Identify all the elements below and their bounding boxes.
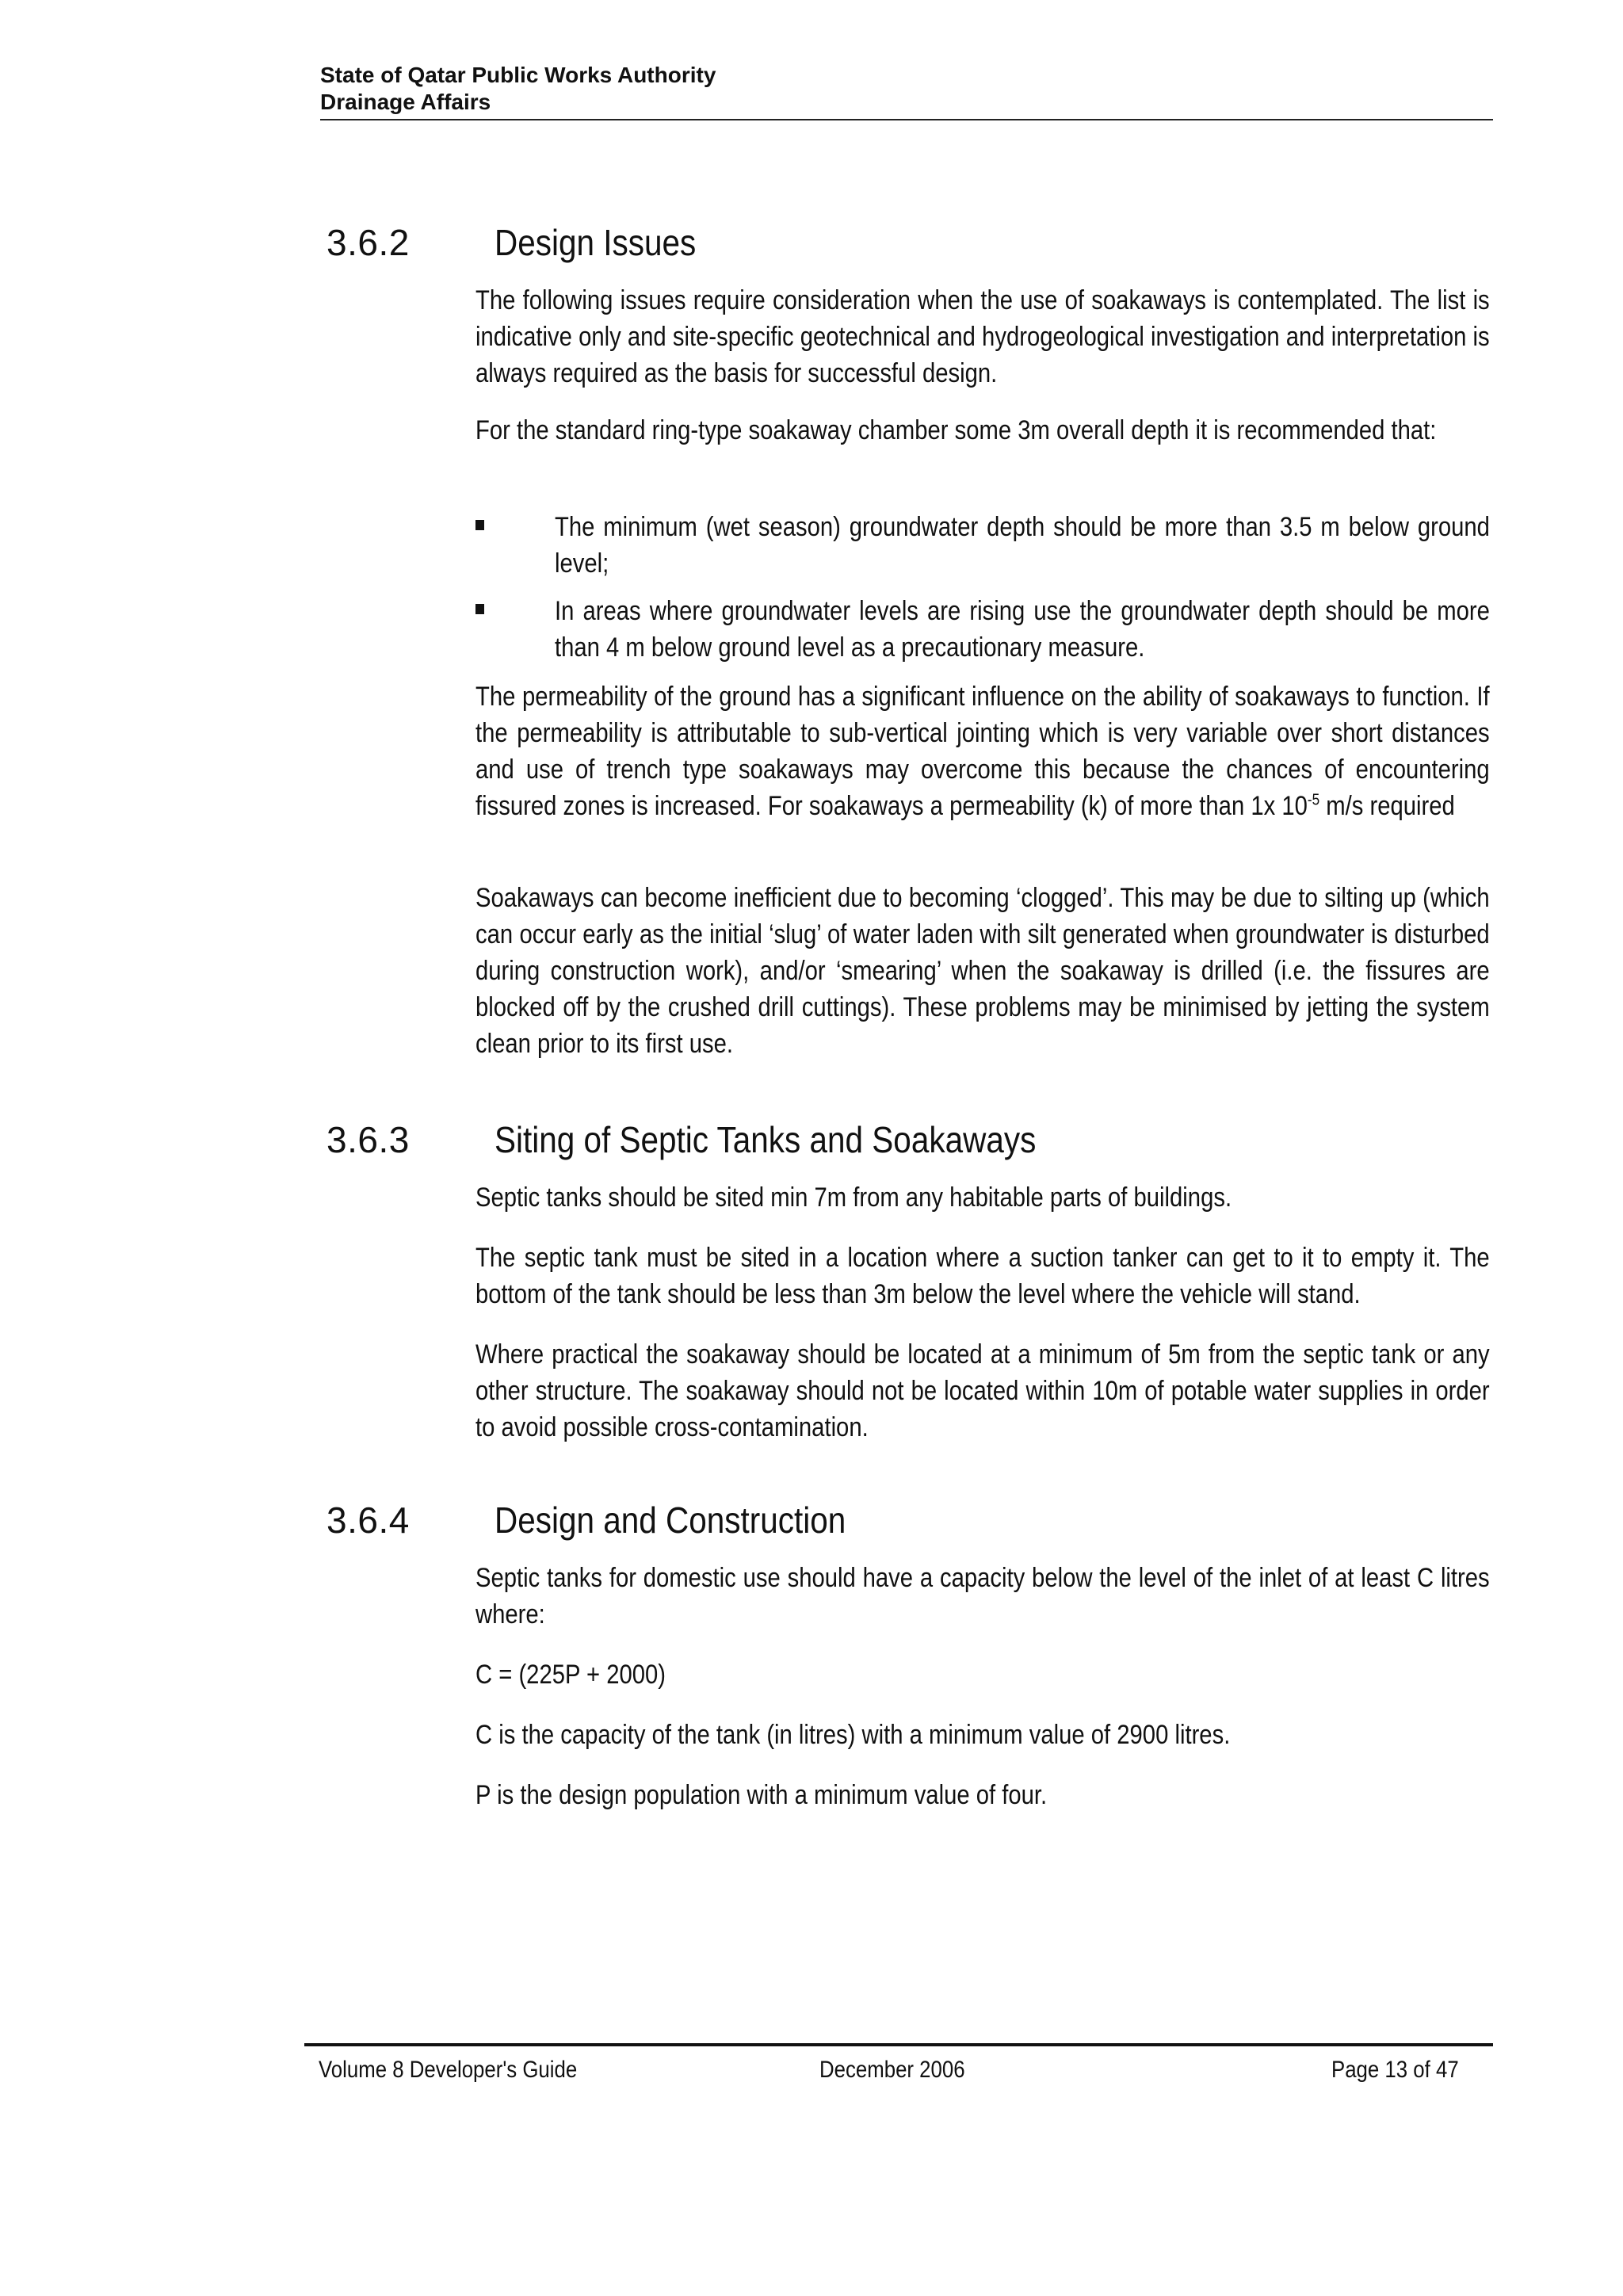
section-title: Design and Construction (495, 1499, 846, 1541)
paragraph: The following issues require consideration when the use of soakaways is contemplated. The list is indicative only and site-specific geotechnical and hydrogeological investigation and interpretation is always required as the basis for successful design. (475, 285, 1490, 388)
header-rule (320, 119, 1493, 120)
paragraph: Septic tanks for domestic use should have a capacity below the level of the inlet of at least C litres where: (475, 1563, 1490, 1629)
paragraph-text-tail: m/s required (1319, 791, 1455, 821)
paragraph: For the standard ring-type soakaway chamber some 3m overall depth it is recommended that: (475, 415, 1437, 445)
footer-date: December 2006 (819, 2057, 965, 2083)
page-header (320, 62, 1493, 116)
section-title: Siting of Septic Tanks and Soakaways (495, 1119, 1037, 1160)
header-department: Drainage Affairs (320, 90, 491, 114)
paragraph: P is the design population with a minimum value of four. (475, 1780, 1048, 1810)
section-number: 3.6.4 (327, 1499, 410, 1541)
footer-document-title: Volume 8 Developer's Guide (319, 2057, 578, 2083)
footer-rule (304, 2043, 1493, 2046)
footer-page-number: Page 13 of 47 (1331, 2057, 1459, 2083)
bullet-marker (475, 520, 484, 530)
paragraph: Where practical the soakaway should be located at a minimum of 5m from the septic tank or any other structure. The soakaway should not be located within 10m of potable water supplies in order to avoid possible cross-contamination. (475, 1339, 1490, 1442)
section-number: 3.6.3 (327, 1119, 410, 1160)
paragraph (475, 678, 1490, 824)
bullet-text: The minimum (wet season) groundwater depth should be more than 3.5 m below ground level; (555, 512, 1490, 579)
section-number: 3.6.2 (327, 222, 410, 263)
paragraph-text: The permeability of the ground has a significant influence on the ability of soakaways to function. If the permeability is attributable to sub-vertical jointing which is very variable over short distances and use of trench type soakaways may overcome this because the chances of encountering fissured zones is increased. For soakaways a permeability (k) of more than 1x 10 (475, 682, 1490, 821)
formula: C = (225P + 2000) (475, 1660, 666, 1690)
bullet-text: In areas where groundwater levels are rising use the groundwater depth should be more than 4 m below ground level as a precautionary measure. (555, 596, 1490, 663)
exponent: -5 (1307, 791, 1320, 809)
section-title: Design Issues (495, 222, 697, 263)
bullet-marker (475, 604, 484, 614)
paragraph: The septic tank must be sited in a location where a suction tanker can get to it to empty it. The bottom of the tank should be less than 3m below the level where the vehicle will stand. (475, 1243, 1490, 1309)
paragraph: Soakaways can become inefficient due to becoming ‘clogged’. This may be due to silting up (which can occur early as the initial ‘slug’ of water laden with silt generated when groundwater is disturbed during construction work), and/or ‘smearing’ when the soakaway is drilled (i.e. the fissures are blocked off by the crushed drill cuttings). These problems may be minimised by jetting the system clean prior to its first use. (475, 883, 1490, 1059)
paragraph: C is the capacity of the tank (in litres) with a minimum value of 2900 litres. (475, 1720, 1231, 1750)
paragraph: Septic tanks should be sited min 7m from any habitable parts of buildings. (475, 1182, 1232, 1213)
header-organization: State of Qatar Public Works Authority (320, 63, 716, 87)
